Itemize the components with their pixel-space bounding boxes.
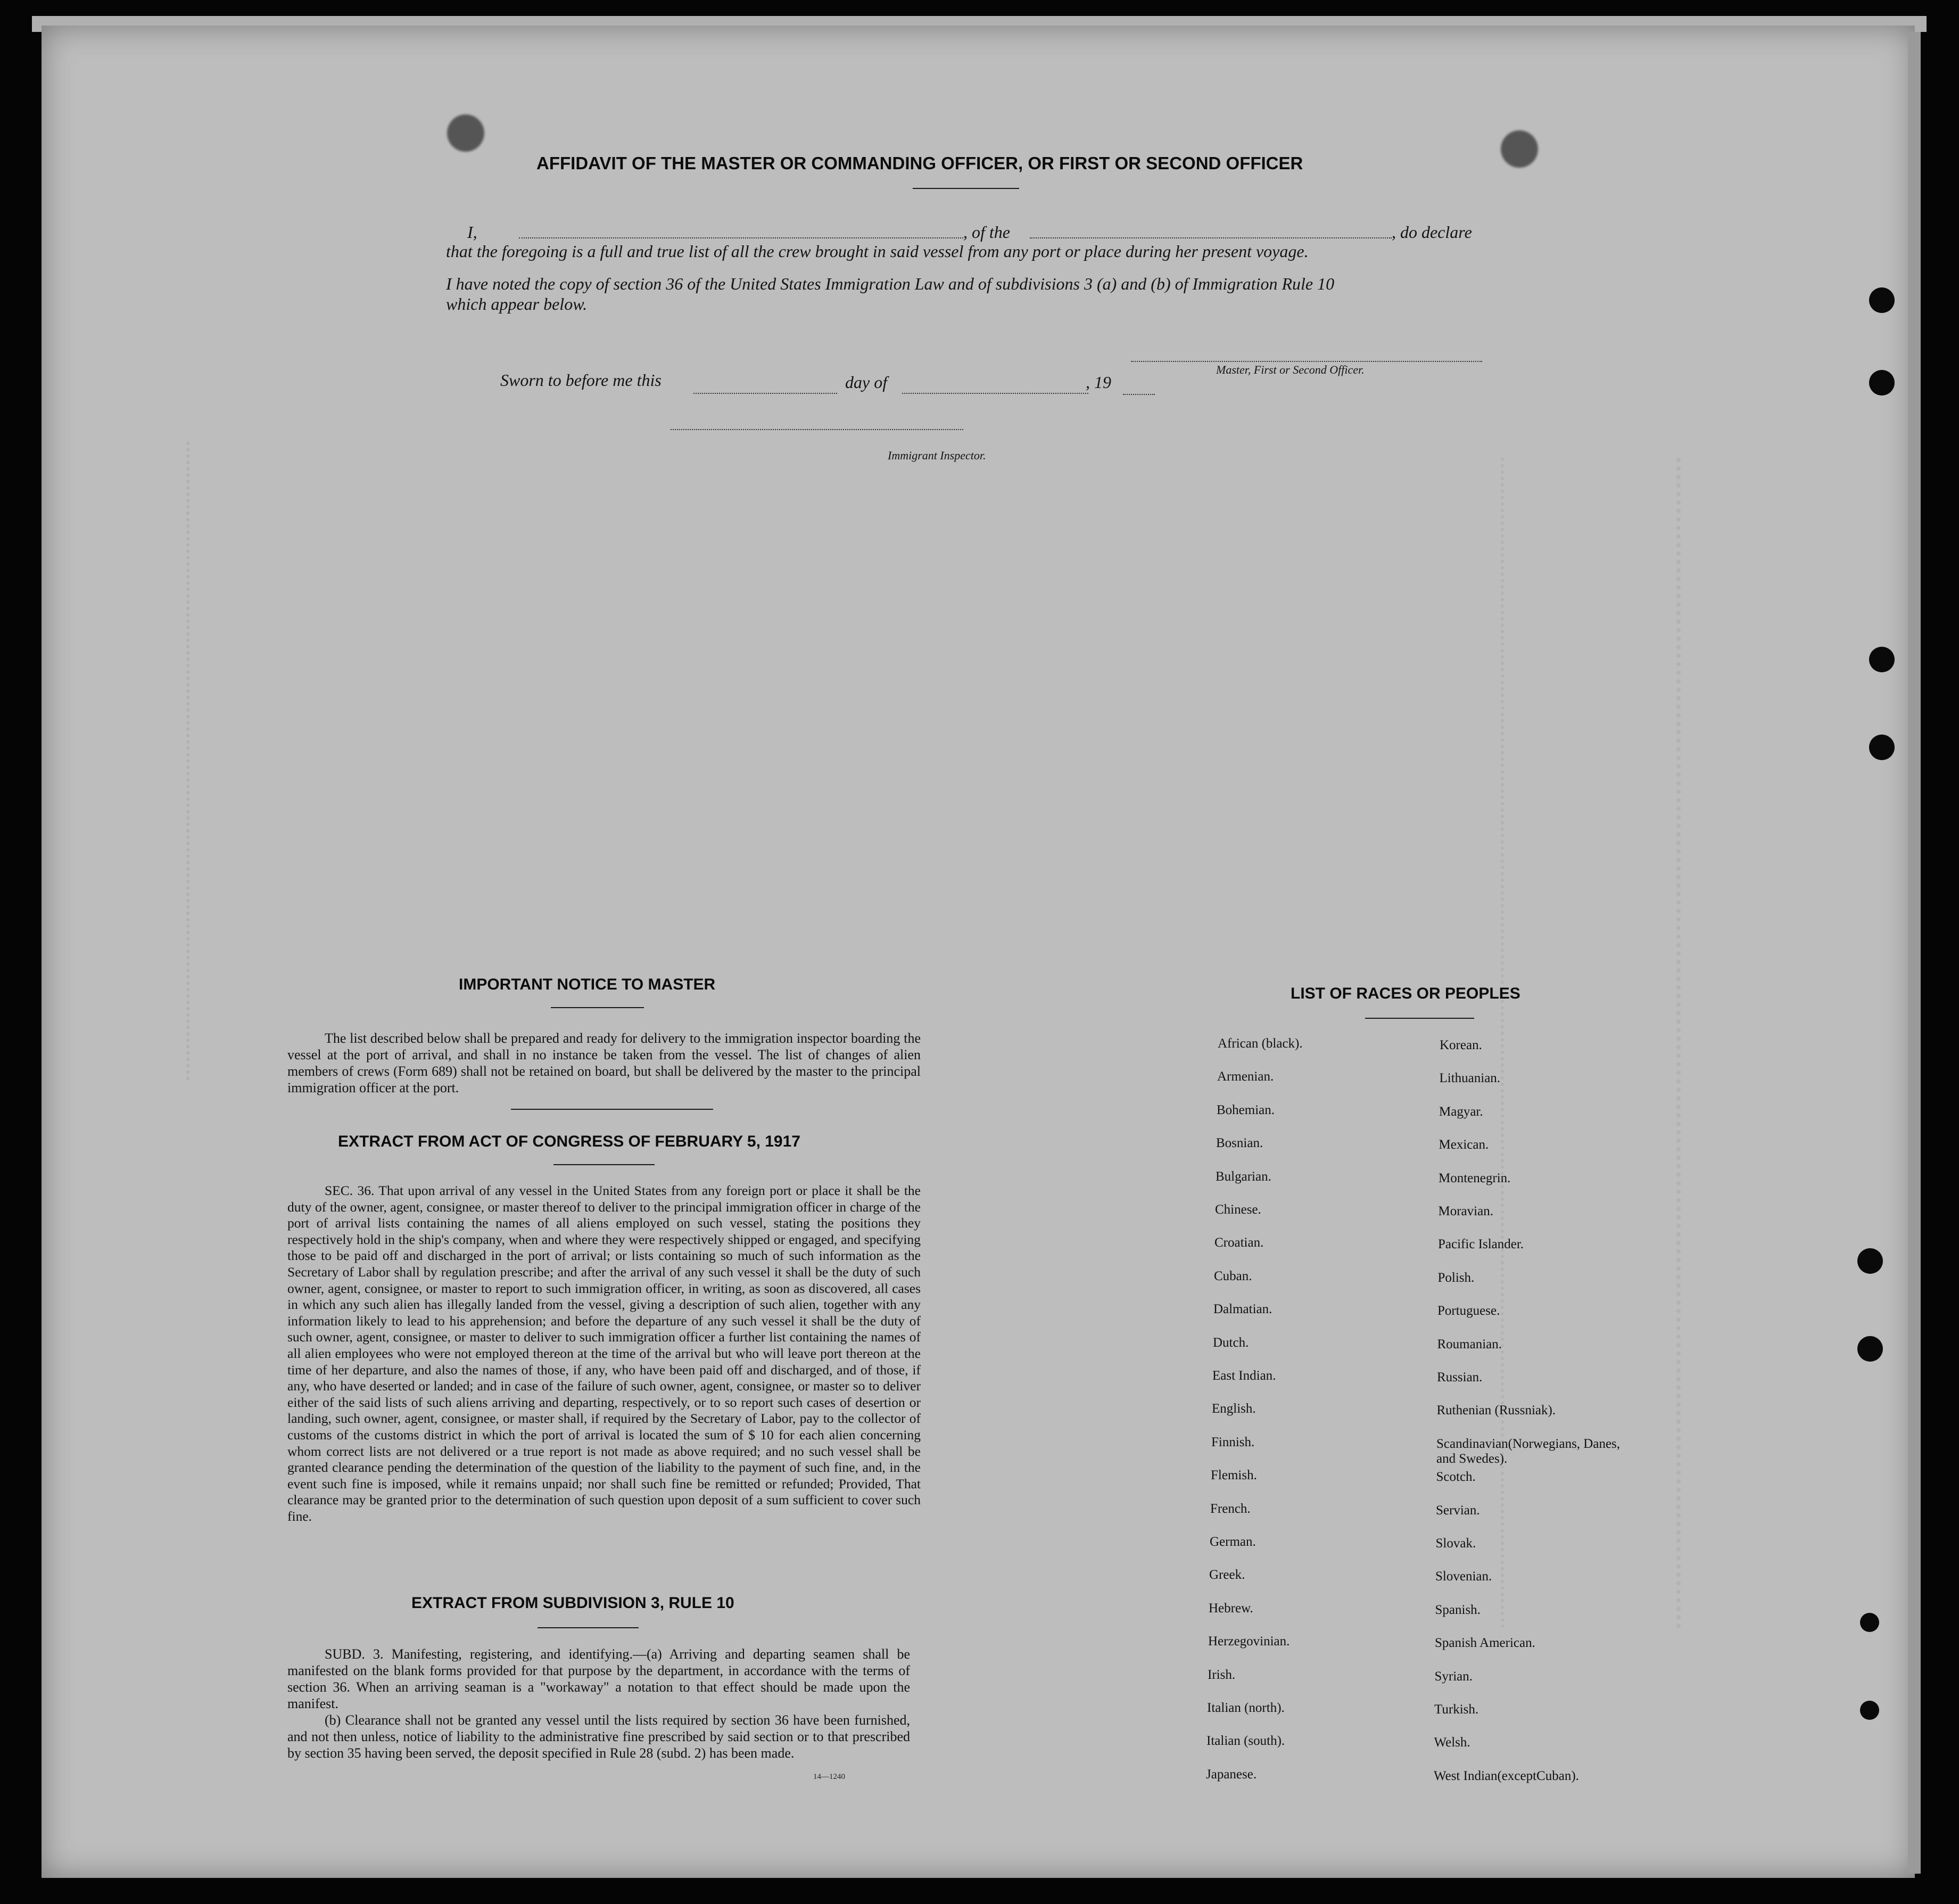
affidavit-i: I, [467,222,477,242]
race-item: Moravian. [1438,1204,1493,1218]
race-item: Dalmatian. [1213,1302,1272,1317]
race-item: Turkish. [1434,1702,1479,1717]
name-blank [519,237,963,238]
punch-hole [1857,1248,1883,1274]
act-extract-rule [553,1164,655,1165]
race-item: African (black). [1218,1036,1303,1051]
race-item: Slovenian. [1435,1569,1492,1584]
race-item: Japanese. [1206,1767,1257,1782]
sworn-day-of: day of [845,373,888,392]
form-number: 14—1240 [813,1773,845,1781]
race-item: Hebrew. [1209,1601,1253,1615]
race-item: Scandinavian(Norwegians, Danes, and Swedes). [1436,1436,1621,1466]
act-extract-title: EXTRACT FROM ACT OF CONGRESS OF FEBRUARY 5, 1917 [338,1133,800,1150]
race-item: Armenian. [1217,1069,1274,1084]
affidavit-line2: that the foregoing is a full and true list of all the crew brought in said vessel from any port or place during her present voyage. [446,242,1309,261]
rule-extract-body-a: SUBD. 3. Manifesting, registering, and identifying.—(a) Arriving and departing seamen shall be manifested on the blank forms provided for that purpose by the department, in accordance with the terms of section 36. When an arriving seaman is a "workaway" a notation to that effect should be made upon the manifest. [287,1646,910,1711]
bleed-through-mark [186,442,349,1081]
punch-hole [1869,647,1895,672]
race-item: Flemish. [1211,1468,1257,1483]
master-signature-label: Master, First or Second Officer. [1216,363,1365,376]
race-item: East Indian. [1212,1369,1276,1383]
race-item: West Indian(exceptCuban). [1434,1768,1579,1783]
race-item: German. [1210,1535,1256,1549]
race-item: Finnish. [1211,1435,1255,1449]
race-item: Spanish. [1435,1602,1481,1617]
notice-rule [551,1007,644,1008]
race-item: Italian (south). [1206,1734,1285,1749]
race-item: Russian. [1437,1370,1483,1384]
rule-extract-title: EXTRACT FROM SUBDIVISION 3, RULE 10 [411,1594,734,1612]
notice-end-rule [511,1109,713,1110]
binder-hole [447,114,484,152]
race-item: Herzegovinian. [1208,1634,1290,1649]
race-item: Greek. [1209,1568,1245,1582]
rule-extract-rule [538,1627,639,1628]
master-signature-blank [1131,361,1482,362]
race-item: Chinese. [1215,1202,1261,1217]
page-edge-right [1908,32,1921,1874]
race-item: Servian. [1436,1503,1480,1518]
punch-hole [1860,1701,1879,1720]
race-item: Cuban. [1214,1268,1252,1283]
affidavit-declare: , do declare [1392,222,1472,242]
race-item: Magyar. [1439,1104,1483,1119]
title-rule [913,188,1019,189]
bleed-through-mark [1676,458,1798,1629]
race-item: English. [1212,1402,1256,1416]
day-blank [693,393,837,394]
race-item: Ruthenian (Russniak). [1436,1403,1556,1418]
punch-hole [1869,287,1895,313]
race-item: Syrian. [1434,1669,1473,1684]
affidavit-line4: which appear below. [446,294,588,314]
race-item: Bosnian. [1216,1136,1263,1151]
race-item: French. [1210,1501,1251,1516]
inspector-signature-blank [671,429,963,430]
inspector-label: Immigrant Inspector. [888,449,986,462]
race-item: Bulgarian. [1216,1169,1271,1184]
act-extract-body: SEC. 36. That upon arrival of any vessel in the United States from any foreign port or place it shall be the duty of the owner, agent, consignee, or master thereof to deliver to the principal immigration officer in charge of the port of arrival lists containing the names of all aliens employed on such vessel, stating the positions they respectively hold in the ship's company, when and where they were respectively shipped or engaged, and specifying those to be paid off and discharged in the port of arrival; or lists containing so much of such information as the Secretary of Labor shall by regulation prescribe; and after the arrival of any such vessel it shall be the duty of such owner, agent, consignee, or master to report to such immigration officer, in writing, as soon as discovered, all cases in which any such alien has illegally landed from the vessel, giving a description of such alien, together with any information likely to lead to his apprehension; and before the departure of any such vessel it shall be the duty of such owner, agent, consignee, or master to deliver to such immigration officer a further list containing the names of all alien employees who were not employed thereon at the time of the arrival but who will leave port thereon at the time of her departure, and also the names of those, if any, who have been paid off and discharged, and of those, if any, who have deserted or landed; and in case of the failure of such owner, agent, consignee, or master so to deliver either of the said lists of such aliens arriving and departing, respectively, or to so report such cases of desertion or landing, such owner, agent, consignee, or master shall, if required by the Secretary of Labor, pay to the collector of customs of the customs district in which the port of arrival is located the sum of $ 10 for each alien concerning whom correct lists are not delivered or a true report is not made as above required; and no such vessel shall be granted clearance pending the determination of the question of the liability to the payment of such fine, and, in the event such fine is imposed, while it remains unpaid; nor shall such fine be remitted or refunded; Provided, That clearance may be granted prior to the determination of such question upon deposit of a sum sufficient to cover such fine. [287,1183,921,1524]
race-item: Montenegrin. [1439,1171,1511,1185]
races-rule [1365,1018,1474,1019]
rule-extract-body-b: (b) Clearance shall not be granted any vessel until the lists required by section 36 have been furnished, and not then unless, notice of liability to the administrative fine prescribed by said section or to that prescribed by section 35 having been served, the deposit specified in Rule 28 (subd. 2) has been made. [287,1712,910,1761]
race-item: Pacific Islander. [1438,1237,1524,1252]
race-item: Spanish American. [1435,1636,1535,1651]
notice-body: The list described below shall be prepared and ready for delivery to the immigration inspector boarding the vessel at the port of arrival, and shall in no instance be taken from the vessel. The list of changes of alien members of crews (Form 689) shall not be retained on board, but shall be delivered by the master to the principal immigration officer at the port. [287,1031,921,1095]
race-item: Polish. [1437,1270,1475,1285]
race-item: Croatian. [1214,1235,1264,1250]
race-item: Roumanian. [1437,1337,1502,1351]
race-item: Slovak. [1435,1536,1476,1551]
punch-hole [1869,370,1895,395]
month-blank [902,393,1088,394]
race-item: Korean. [1440,1038,1482,1052]
race-item: Italian (north). [1207,1701,1285,1715]
races-title: LIST OF RACES OR PEOPLES [1291,985,1520,1002]
sworn-prefix: Sworn to before me this [500,370,662,390]
vessel-blank [1030,237,1392,238]
race-item: Lithuanian. [1439,1071,1501,1086]
year-blank [1123,394,1155,395]
sworn-year: , 19 [1086,373,1111,392]
race-item: Irish. [1208,1667,1236,1682]
binder-hole [1501,130,1538,168]
punch-hole [1857,1336,1883,1362]
notice-title: IMPORTANT NOTICE TO MASTER [459,976,716,993]
affidavit-line3: I have noted the copy of section 36 of the United States Immigration Law and of subdivisions 3 (a) and (b) of Immigration Rule 10 [446,274,1335,293]
race-item: Bohemian. [1217,1102,1275,1117]
race-item: Scotch. [1436,1470,1476,1485]
race-item: Welsh. [1434,1735,1470,1750]
punch-hole [1860,1613,1879,1632]
affidavit-title: AFFIDAVIT OF THE MASTER OR COMMANDING OFFICER, OR FIRST OR SECOND OFFICER [536,153,1303,173]
affidavit-of-the: , of the [963,222,1010,242]
race-item: Mexican. [1439,1138,1489,1152]
punch-hole [1869,735,1895,760]
race-item: Dutch. [1213,1335,1249,1350]
race-item: Portuguese. [1437,1304,1500,1318]
